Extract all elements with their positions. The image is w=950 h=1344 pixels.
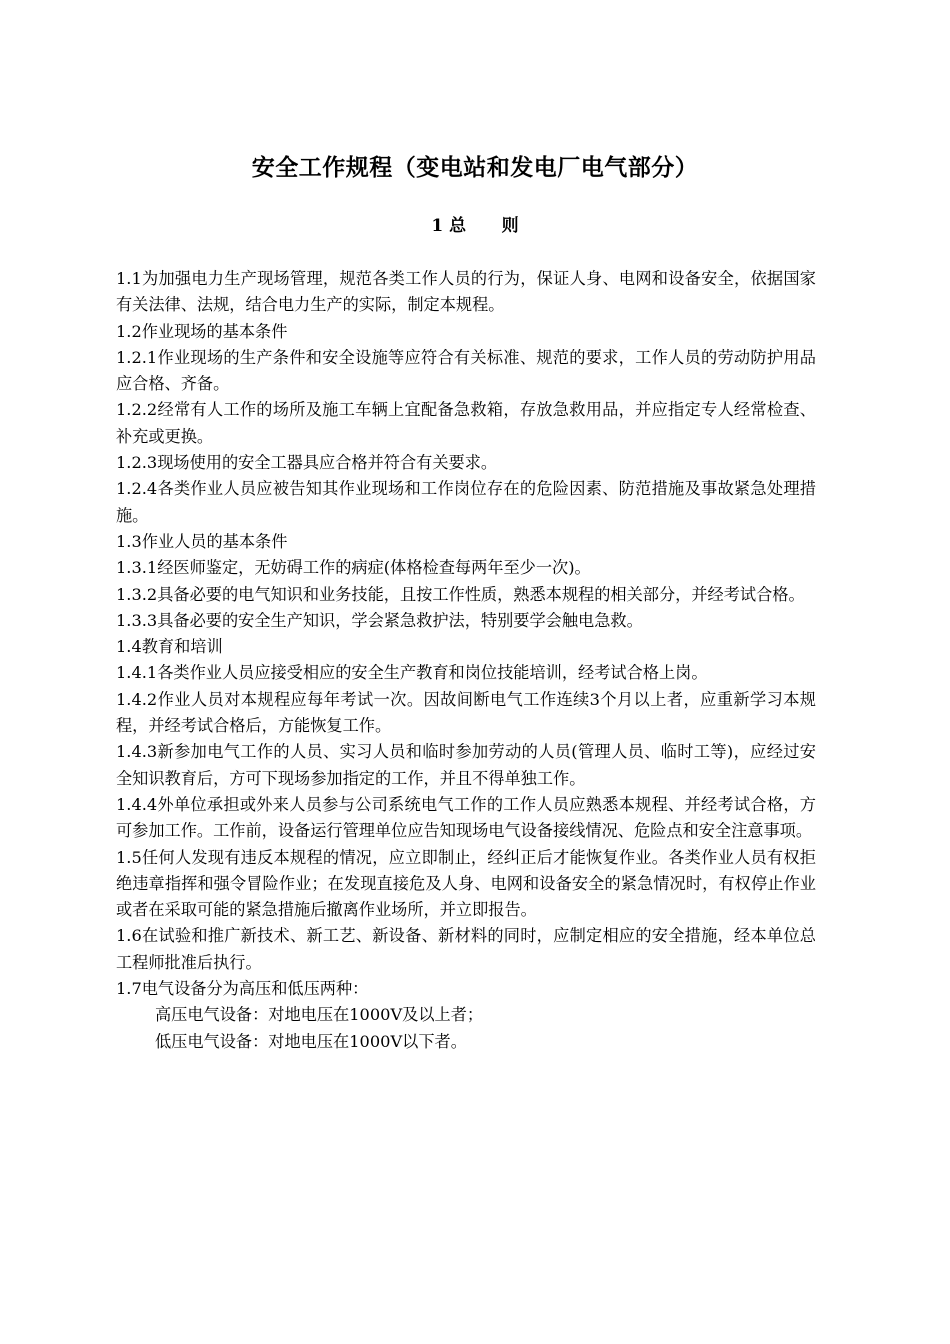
paragraph-1-2-3: 1.2.3现场使用的安全工器具应合格并符合有关要求。 <box>116 453 498 473</box>
list-item-high-voltage: 高压电气设备：对地电压在1000V及以上者； <box>155 1005 484 1025</box>
paragraph-1-2-1: 1.2.1作业现场的生产条件和安全设施等应符合有关标准、规范的要求，工作人员的劳动防护用品应合格、齐备。 <box>116 347 816 394</box>
paragraph-1-4-2: 1.4.2作业人员对本规程应每年考试一次。因故间断电气工作连续3个月以上者，应重新学习本规程，并经考试合格后，方能恢复工作。 <box>116 689 816 736</box>
paragraph-1-6: 1.6在试验和推广新技术、新工艺、新设备、新材料的同时，应制定相应的安全措施，经本单位总工程师批准后执行。 <box>116 926 816 972</box>
paragraph-1-5: 1.5任何人发现有违反本规程的情况，应立即制止，经纠正后才能恢复作业。各类作业人员有权拒绝违章指挥和强令冒险作业；在发现直接危及人身、电网和设备安全的紧急情况时，有权停止作业或者在采取可能的紧急措施后撤离作业场所，并立即报告。 <box>116 847 816 920</box>
paragraph-1-4-4: 1.4.4外单位承担或外来人员参与公司系统电气工作的工作人员应熟悉本规程、并经考试合格，方可参加工作。工作前，设备运行管理单位应告知现场电气设备接线情况、危险点和安全注意事项。 <box>116 794 816 841</box>
paragraph-1-4-3: 1.4.3新参加电气工作的人员、实习人员和临时参加劳动的人员(管理人员、临时工等)，应经过安全知识教育后，方可下现场参加指定的工作，并且不得单独工作。 <box>116 742 816 788</box>
section-heading-1-2: 1.2作业现场的基本条件 <box>116 321 288 341</box>
section-heading-1-4: 1.4教育和培训 <box>116 637 223 657</box>
paragraph-1-2-2: 1.2.2经常有人工作的场所及施工车辆上宜配备急救箱，存放急救用品，并应指定专人经常检查、补充或更换。 <box>116 400 816 446</box>
paragraph-1-4-1: 1.4.1各类作业人员应接受相应的安全生产教育和岗位技能培训，经考试合格上岗。 <box>116 663 708 683</box>
document-body <box>116 266 816 1055</box>
chapter-heading: 1 总 则 <box>431 216 519 236</box>
paragraph-1-3-3: 1.3.3具备必要的安全生产知识，学会紧急救护法，特别要学会触电急救。 <box>116 610 643 630</box>
paragraph-1-1: 1.1为加强电力生产现场管理，规范各类工作人员的行为，保证人身、电网和设备安全，依据国家有关法律、法规，结合电力生产的实际，制定本规程。 <box>116 269 816 315</box>
list-item-low-voltage: 低压电气设备：对地电压在1000V以下者。 <box>155 1031 467 1051</box>
paragraph-1-3-1: 1.3.1经医师鉴定，无妨碍工作的病症(体格检查每两年至少一次)。 <box>116 558 591 578</box>
paragraph-1-2-4: 1.2.4各类作业人员应被告知其作业现场和工作岗位存在的危险因素、防范措施及事故紧急处理措施。 <box>116 479 816 525</box>
section-heading-1-3: 1.3作业人员的基本条件 <box>116 531 288 551</box>
paragraph-1-3-2: 1.3.2具备必要的电气知识和业务技能，且按工作性质，熟悉本规程的相关部分，并经考试合格。 <box>116 584 805 604</box>
document-title: 安全工作规程（变电站和发电厂电气部分） <box>251 154 699 181</box>
paragraph-1-7: 1.7电气设备分为高压和低压两种： <box>116 979 369 999</box>
